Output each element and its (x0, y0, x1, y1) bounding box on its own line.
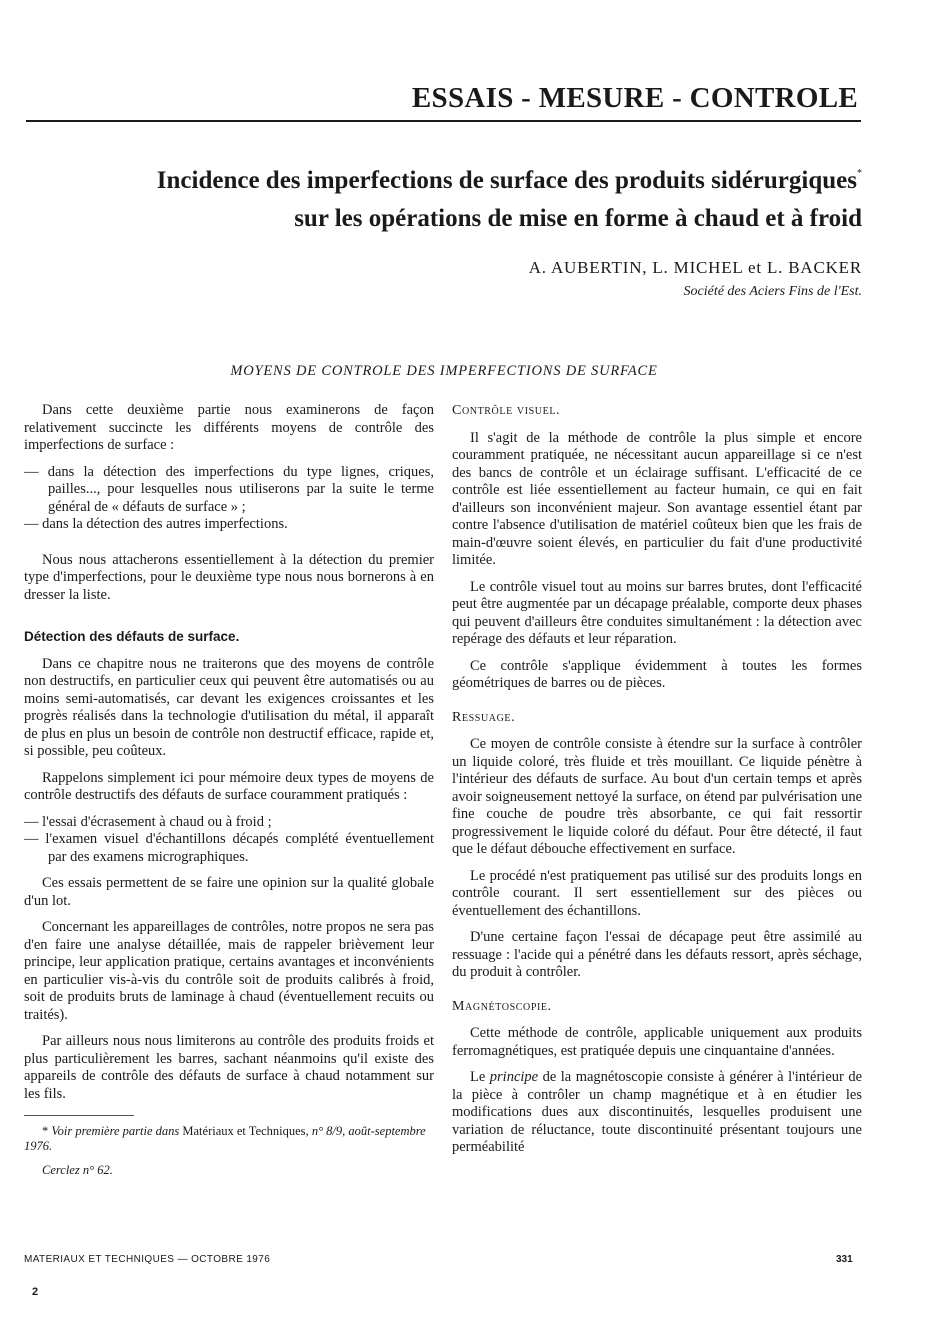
emphasis: principe (489, 1069, 539, 1085)
heading-controle-visuel: Contrôle visuel. (452, 403, 561, 418)
list-item: — dans la détection des autres imperfections. (24, 516, 288, 532)
paragraph: Ce contrôle s'applique évidemment à toutes les formes géométriques de barres ou de pièces. (452, 657, 862, 691)
page-number: 331 (836, 1254, 853, 1265)
paragraph: D'une certaine façon l'essai de décapage peut être assimilé au ressuage : l'acide qui a pénétré dans les défauts ressort, après séchage, du produit à contrôler. (452, 929, 862, 980)
paragraph: Le procédé n'est pratiquement pas utilisé sur des produits longs en contrôle courant. Il sert essentiellement sur des pièces ou éventuellement des échantillons. (452, 867, 862, 919)
paragraph (452, 1069, 862, 1157)
paragraph: Nous nous attacherons essentiellement à la détection du premier type d'imperfections, pour le deuxième type nous nous bornerons à en dresser la liste. (24, 551, 434, 603)
authors: A. AUBERTIN, L. MICHEL et L. BACKER (528, 258, 862, 277)
intro-list (24, 464, 434, 534)
title-line-2: sur les opérations de mise en forme à chaud et à froid (294, 205, 862, 232)
footnote-rule (24, 1115, 134, 1116)
right-column (452, 402, 862, 1166)
heading-ressuage: Ressuage. (452, 709, 516, 725)
paragraph: Il s'agit de la méthode de contrôle la plus simple et encore couramment pratiquée, ne nécessitant aucun appareillage si ce n'est des bancs de contrôle et un éclairage suffisant. L'efficacité de ce contrôle est liée essentiellement au facteur humain, ce qui en fait d'ailleurs son inconvénient majeur. Son avantage essentiel étant par contre l'absence d'utilisation de matériel coûteux bien que les frais de main-d'œuvre soient élevés, en particulier du fait d'une productivité limitée. (452, 429, 862, 568)
affiliation: Société des Aciers Fins de l'Est. (683, 284, 862, 299)
text-run: de la magnétoscopie consiste à générer à l'intérieur de la pièce à contrôler un champ magnétique et à en étudier les modifications dues aux discontinuités, lesquelles produisent une variation de réluctance, toute discontinuité présentant toujours une perméabilité (452, 1069, 863, 1155)
reader-service-number (24, 1163, 434, 1178)
intro-paragraph: Dans cette deuxième partie nous examinerons de façon relativement succincte les différents moyens de contrôle des imperfections de surface : (24, 402, 434, 453)
paragraph: Par ailleurs nous nous limiterons au contrôle des produits froids et plus particulièrement les barres, sachant néanmoins qu'il existe des appareils de contrôle des défauts de surface à chaud notamment sur les fils. (24, 1033, 434, 1102)
subsection-heading: Détection des défauts de surface. (24, 629, 240, 644)
list-item: — dans la détection des imperfections du type lignes, criques, pailles..., pour lesquelles nous utiliserons par la suite le terme général de « défauts de surface » ; (24, 463, 434, 515)
destructive-methods-list (24, 814, 434, 867)
paragraph: Concernant les appareillages de contrôles, notre propos ne sera pas d'en faire une analyse détaillée, mais de rappeler brièvement leur principe, leur application pratique, certains avantages et inconvénients en particulier vis-à-vis du contrôle soit de produits calibrés à froid, soit de produits bruts de laminage à chaud (éventuellement recuits ou traités). (24, 919, 434, 1023)
header-rule (26, 120, 861, 122)
paragraph: Ce moyen de contrôle consiste à étendre sur la surface à contrôler un liquide coloré, très fluide et très mouillant. Ce liquide pénètre à l'intérieur des défauts de surface. Au bout d'un certain temps et après avoir soigneusement nettoyé la surface, on étend par pulvérisation une fine couche de poudre très absorbante, ce qui fait ressortir progressivement le liquide coloré du défaut. Pour être détecté, il faut que le défaut débouche effectivement en surface. (452, 736, 862, 857)
footnote-marker: * (42, 1124, 49, 1138)
text-run: Le (470, 1069, 486, 1085)
paragraph: Cette méthode de contrôle, applicable uniquement aux produits ferromagnétiques, est pratiquée depuis une cinquantaine d'années. (452, 1025, 862, 1059)
footnote-text: Voir première partie dans (51, 1124, 180, 1138)
paragraph: Dans ce chapitre nous ne traiterons que des moyens de contrôle non destructifs, en particulier ceux qui peuvent être automatisés ou au moins semi-automatisés, car devant les exigences croissantes et les progrès réalisés dans la technologie d'utilisation du métal, il apparaît de plus en plus un besoin de contrôle non destructif efficace, rapide et, si possible, peu coûteux. (24, 655, 434, 759)
heading-magnetoscopie: Magnétoscopie. (452, 998, 552, 1014)
left-column (24, 402, 434, 1187)
section-title: ESSAIS - MESURE - CONTROLE (411, 82, 858, 114)
part-heading: MOYENS DE CONTROLE DES IMPERFECTIONS DE SURFACE (230, 363, 658, 379)
list-item: — l'essai d'écrasement à chaud ou à froid ; (24, 813, 272, 830)
paragraph: Rappelons simplement ici pour mémoire deux types de moyens de contrôle destructifs des défauts de surface couramment pratiqués : (24, 769, 434, 803)
list-item: — l'examen visuel d'échantillons décapés complété éventuellement par des examens micrographiques. (24, 831, 434, 865)
cerclez-text: Cerclez n° 62. (42, 1163, 113, 1177)
paragraph: Le contrôle visuel tout au moins sur barres brutes, dont l'efficacité peut être augmentée par un décapage préalable, comporte deux phases qui peuvent d'ailleurs être conduites simultanément : la détection avec repérage des défauts et leur réparation. (452, 578, 862, 647)
article-title (157, 155, 862, 238)
title-line-1 (157, 155, 862, 200)
title-footnote-marker: * (857, 168, 862, 179)
sheet-number: 2 (32, 1286, 39, 1298)
footnote-issue: n° 8/9, août-septembre 1976. (24, 1124, 426, 1153)
footnote-journal: Matériaux et Techniques, (182, 1124, 309, 1138)
journal-footer: MATERIAUX ET TECHNIQUES — OCTOBRE 1976 (24, 1254, 271, 1265)
paragraph: Ces essais permettent de se faire une opinion sur la qualité globale d'un lot. (24, 875, 434, 909)
title-line-1-text: Incidence des imperfections de surface des produits sidérurgiques (156, 167, 857, 194)
footnote (24, 1124, 434, 1154)
